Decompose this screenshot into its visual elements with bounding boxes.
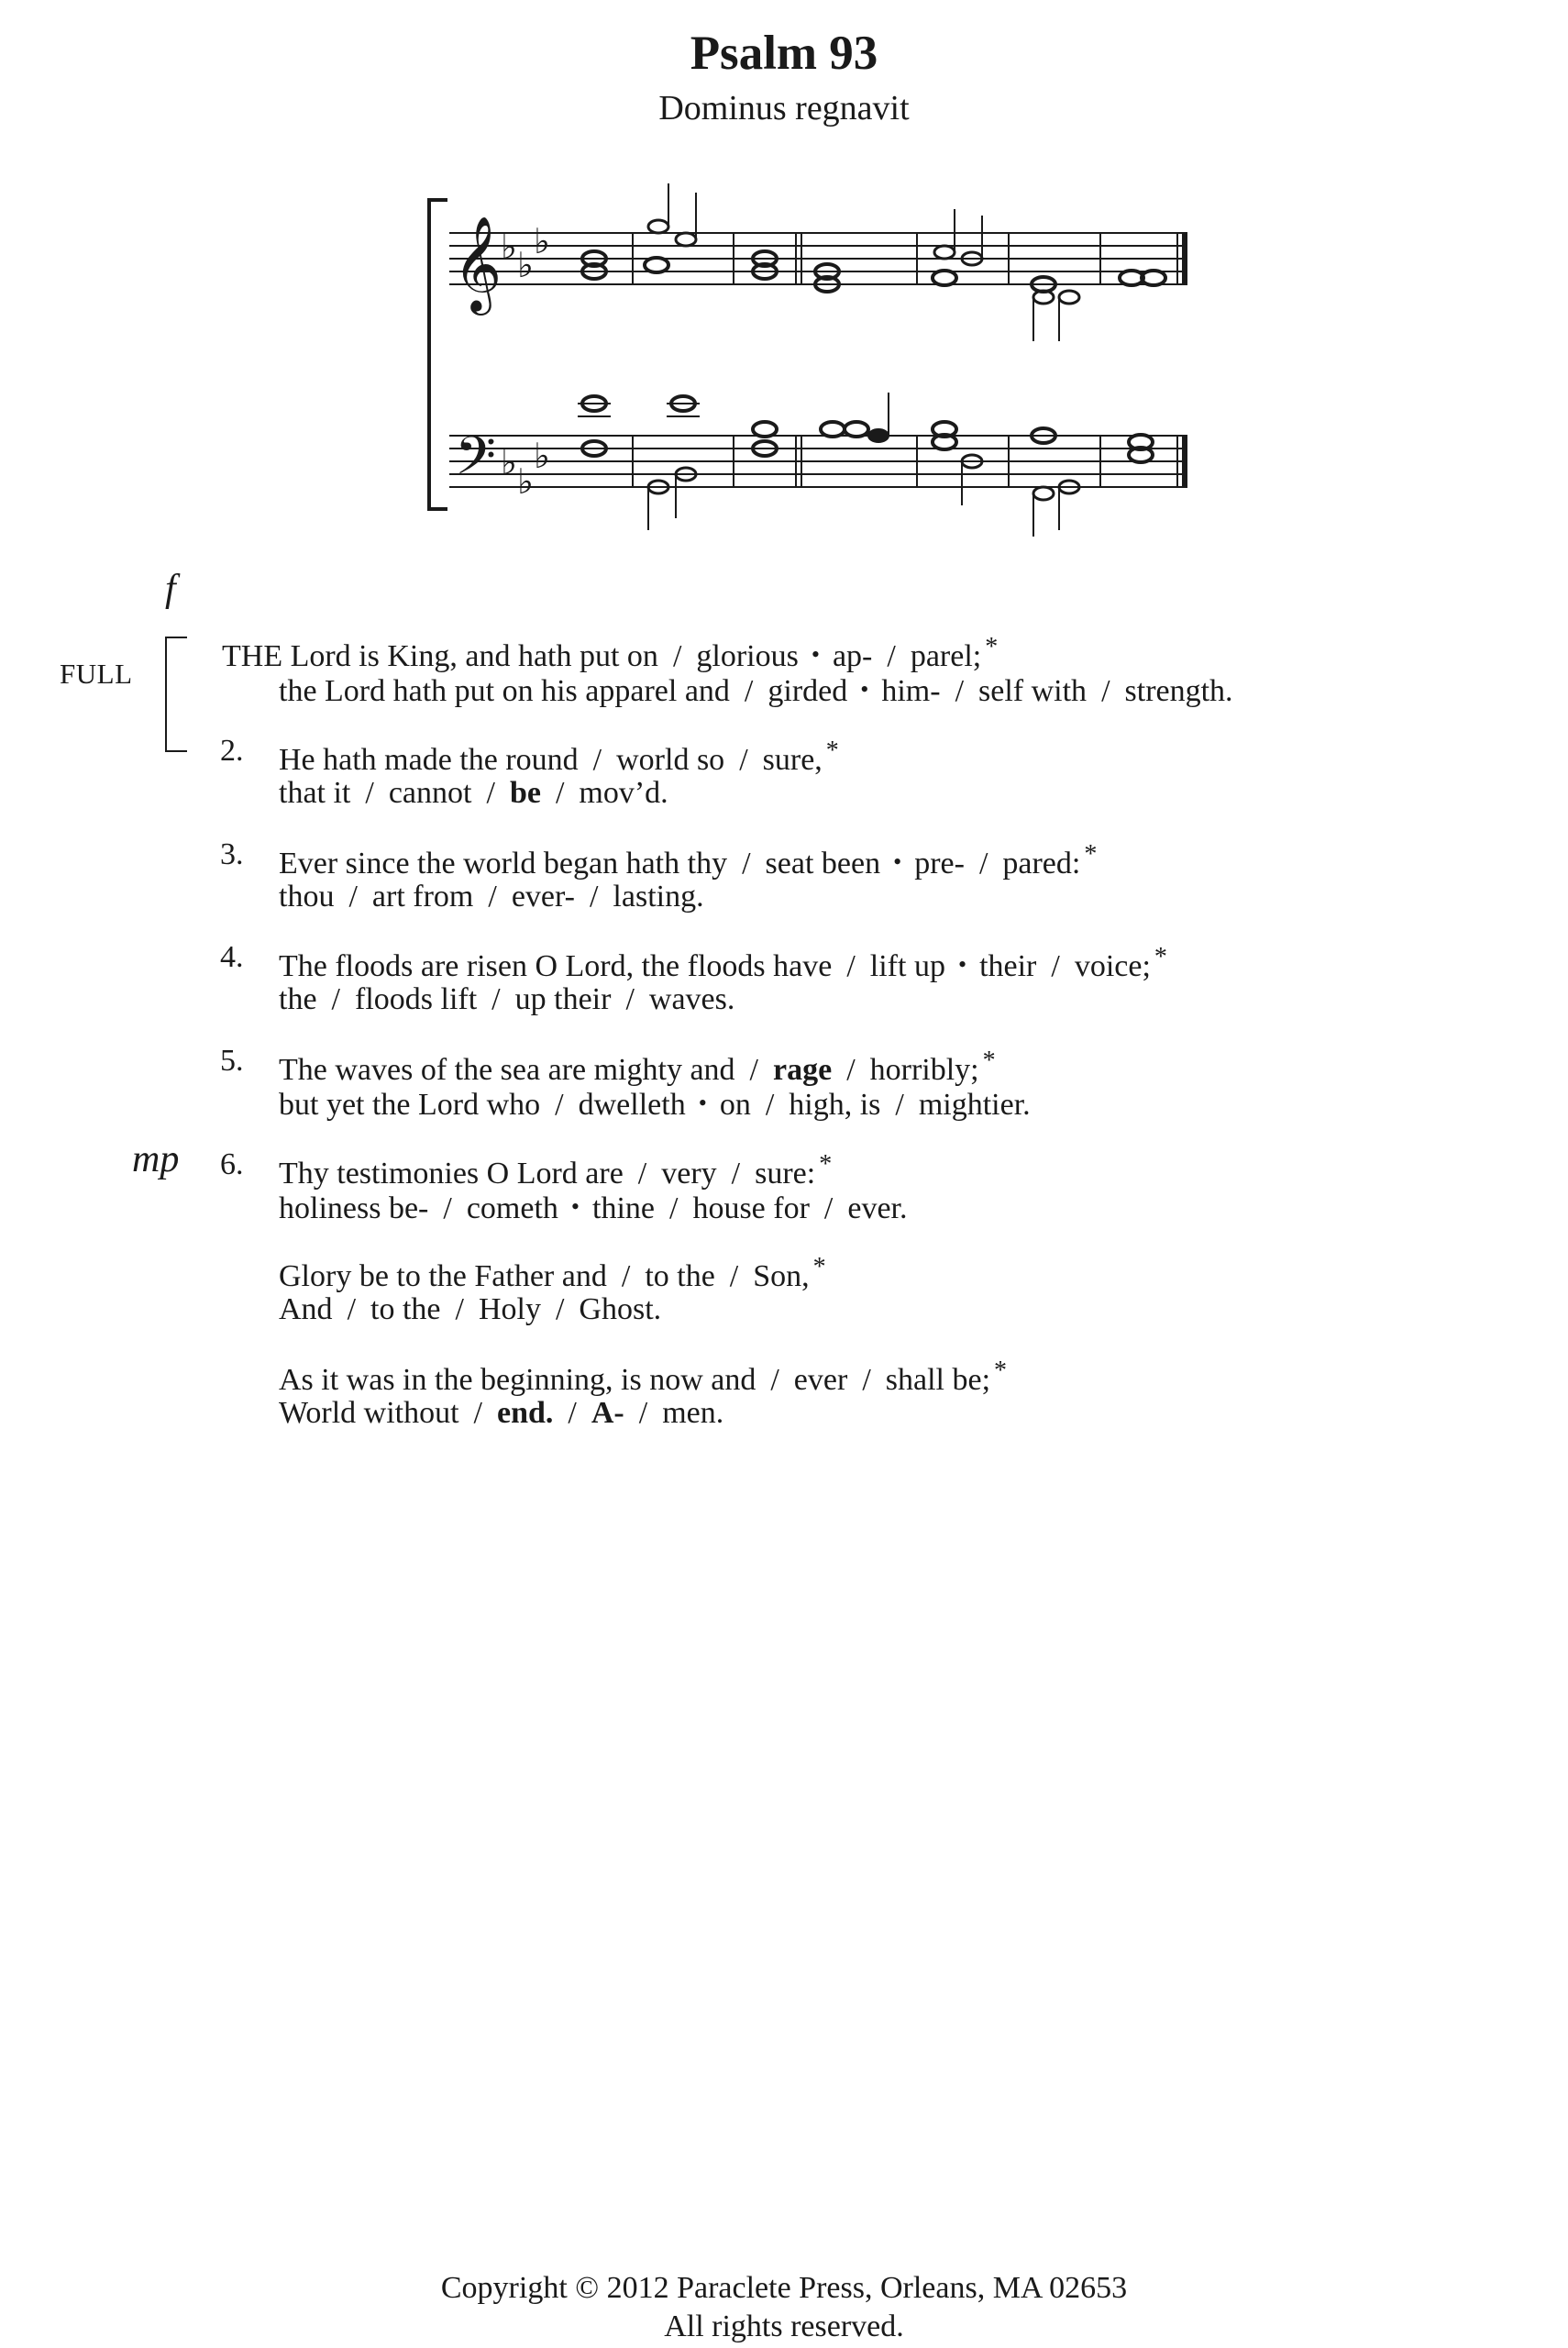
full-bracket <box>165 637 187 752</box>
mediation-asterisk: * <box>1084 840 1098 869</box>
chant-segment: And <box>279 1292 333 1326</box>
bar-slash: / <box>443 1191 452 1225</box>
chant-segment: shall be; <box>885 1363 991 1397</box>
chant-segment: holiness be- <box>279 1191 429 1225</box>
bar-slash: / <box>668 1191 679 1225</box>
bar-slash: / <box>846 949 856 983</box>
bar-slash: / <box>1101 674 1110 708</box>
verse-line2 <box>279 1083 1031 1125</box>
chant-segment: up their <box>514 982 612 1016</box>
bass-key-signature <box>501 436 550 502</box>
pointing-dot: • <box>957 951 967 978</box>
bass-clef-icon: 𝄢 <box>455 425 497 500</box>
pointing-dot: • <box>811 641 820 668</box>
svg-text:♭: ♭ <box>534 436 550 476</box>
chant-segment: floods lift <box>355 982 478 1016</box>
bar-slash: / <box>568 1396 577 1430</box>
chant-segment: dwelleth <box>578 1088 686 1122</box>
bar-slash: / <box>749 1053 758 1087</box>
chant-segment: mov’d. <box>579 776 668 810</box>
chant-segment: The waves of the sea are mighty and <box>279 1053 735 1087</box>
chant-segment: high, is <box>789 1088 881 1122</box>
copyright-text: Copyright © 2012 Paraclete Press, Orleans, MA 02653 <box>440 2271 1128 2305</box>
bar-slash: / <box>473 1396 482 1430</box>
bar-slash: / <box>589 880 599 914</box>
chant-segment: Son, <box>753 1259 810 1293</box>
bar-slash: / <box>739 743 748 777</box>
chant-segment: ever. <box>847 1191 908 1225</box>
svg-text:♭: ♭ <box>501 227 517 267</box>
bar-slash: / <box>729 1259 739 1293</box>
bar-slash: / <box>742 847 751 880</box>
verse-number: 3. <box>220 837 244 871</box>
chant-segment: world so <box>616 743 725 777</box>
bar-slash: / <box>672 639 682 673</box>
chant-segment: be <box>509 776 541 810</box>
bar-slash: / <box>1051 949 1060 983</box>
verse-line2 <box>279 1187 908 1229</box>
chant-segment: him- <box>881 674 941 708</box>
rights-text: All rights reserved. <box>664 2309 904 2343</box>
chant-segment: art from <box>371 880 474 914</box>
bar-slash: / <box>731 1157 741 1191</box>
chant-segment: that it <box>279 776 351 810</box>
chant-segment: to the <box>370 1292 441 1326</box>
chant-segment: to the <box>645 1259 715 1293</box>
bar-slash: / <box>347 1292 357 1326</box>
bar-slash: / <box>978 847 988 880</box>
chant-segment: THE Lord is King, and hath put on <box>222 639 658 673</box>
bar-slash: / <box>823 1191 834 1225</box>
page-subtitle: Dominus regnavit <box>658 89 910 127</box>
copyright-footer <box>0 2269 1568 2346</box>
bar-slash: / <box>488 880 497 914</box>
chant-segment: sure, <box>762 743 823 777</box>
chant-segment: horribly; <box>869 1053 979 1087</box>
pointing-dot: • <box>893 848 902 875</box>
svg-text:♭: ♭ <box>517 245 534 285</box>
bar-slash: / <box>638 1396 648 1430</box>
chant-segment: Ghost. <box>579 1292 662 1326</box>
chant-segment: pre- <box>914 847 965 880</box>
bass-staff <box>449 436 1187 487</box>
verse-line2 <box>279 773 668 814</box>
page-title: Psalm 93 <box>690 27 878 80</box>
chant-segment: lasting. <box>613 880 704 914</box>
chant-segment: men. <box>662 1396 724 1430</box>
bar-slash: / <box>637 1157 647 1191</box>
dynamic-mezzo-piano: mp <box>132 1138 180 1180</box>
chant-segment: but yet the Lord who <box>279 1088 541 1122</box>
chant-segment: A- <box>591 1396 624 1430</box>
chant-segment: their <box>979 949 1037 983</box>
pointing-dot: • <box>698 1090 707 1116</box>
chant-segment: He hath made the round <box>279 743 579 777</box>
chant-segment: glorious <box>696 639 799 673</box>
bar-slash: / <box>455 1292 464 1326</box>
chant-segment: seat been <box>765 847 881 880</box>
bar-slash: / <box>348 880 358 914</box>
pointing-dot: • <box>860 676 869 703</box>
bar-slash: / <box>491 982 501 1016</box>
chant-segment: cannot <box>388 776 472 810</box>
bar-slash: / <box>592 743 602 777</box>
verse-number: 2. <box>220 734 244 768</box>
mediation-asterisk: * <box>994 1357 1008 1385</box>
verse-line2 <box>279 877 704 917</box>
bar-slash: / <box>365 776 374 810</box>
bass-notes <box>578 393 1153 537</box>
chant-segment: the <box>279 982 317 1016</box>
chant-segment: sure: <box>755 1157 816 1191</box>
chant-segment: ever- <box>511 880 575 914</box>
chant-segment: ever <box>793 1363 848 1397</box>
chant-segment: pared: <box>1002 847 1081 880</box>
chant-segment: strength. <box>1124 674 1233 708</box>
chant-segment: Ever since the world began hath thy <box>279 847 728 880</box>
bar-slash: / <box>625 982 635 1016</box>
chant-segment: on <box>719 1088 751 1122</box>
chant-segment: self with <box>978 674 1088 708</box>
chant-segment: The floods are risen O Lord, the floods have <box>279 949 833 983</box>
chant-segment: cometh <box>466 1191 558 1225</box>
verse-line2 <box>279 1393 723 1434</box>
verse-number: 6. <box>220 1147 244 1181</box>
verse-line2 <box>279 1290 661 1330</box>
chant-segment: Glory be to the Father and <box>279 1259 607 1293</box>
chant-segment: thou <box>279 880 335 914</box>
chant-segment: end. <box>496 1396 554 1430</box>
bar-slash: / <box>770 1363 779 1397</box>
treble-clef-icon: 𝄞 <box>453 216 502 312</box>
chant-segment: very <box>661 1157 717 1191</box>
chant-segment: Thy testimonies O Lord are <box>279 1157 624 1191</box>
dynamic-forte: f <box>165 568 176 610</box>
bar-slash: / <box>744 674 754 708</box>
svg-text:♭: ♭ <box>534 221 550 261</box>
bar-slash: / <box>887 639 896 673</box>
verse-number: 4. <box>220 940 244 974</box>
chant-segment: girded <box>767 674 848 708</box>
mediation-asterisk: * <box>1154 943 1167 971</box>
bar-slash: / <box>765 1088 775 1122</box>
chant-segment: rage <box>773 1053 833 1087</box>
treble-key-signature <box>501 221 550 285</box>
bar-slash: / <box>486 776 495 810</box>
svg-text:♭: ♭ <box>501 442 517 482</box>
system-bracket <box>429 200 447 509</box>
chant-segment: World without <box>279 1396 459 1430</box>
chant-segment: As it was in the beginning, is now and <box>279 1363 756 1397</box>
chant-segment: ap- <box>832 639 873 673</box>
full-label: FULL <box>60 658 133 690</box>
bar-slash: / <box>846 1053 856 1087</box>
treble-notes <box>582 183 1165 341</box>
verse-number: 5. <box>220 1044 244 1078</box>
mediation-asterisk: * <box>825 737 839 765</box>
mediation-asterisk: * <box>819 1150 833 1179</box>
verse-line2 <box>279 980 734 1020</box>
chant-segment: Holy <box>478 1292 541 1326</box>
chant-segment: thine <box>592 1191 655 1225</box>
chant-segment: lift up <box>869 949 945 983</box>
bar-slash: / <box>555 1292 565 1326</box>
chant-segment: house for <box>692 1191 810 1225</box>
chant-segment: waves. <box>648 982 735 1016</box>
music-score <box>0 0 1568 550</box>
chant-segment: the Lord hath put on his apparel and <box>279 674 730 708</box>
bar-slash: / <box>331 982 340 1016</box>
bar-slash: / <box>895 1088 904 1122</box>
svg-text:♭: ♭ <box>517 461 534 502</box>
chant-segment: parel; <box>910 639 982 673</box>
chant-segment: mightier. <box>918 1088 1031 1122</box>
bar-slash: / <box>862 1363 871 1397</box>
mediation-asterisk: * <box>982 1047 996 1075</box>
bar-slash: / <box>621 1259 631 1293</box>
mediation-asterisk: * <box>812 1253 826 1281</box>
bar-slash: / <box>555 776 565 810</box>
chant-segment: voice; <box>1074 949 1151 983</box>
bar-slash: / <box>555 1088 564 1122</box>
pointing-dot: • <box>570 1193 580 1220</box>
mediation-asterisk: * <box>985 633 999 661</box>
bar-slash: / <box>955 674 965 708</box>
verse-line2 <box>279 670 1233 712</box>
